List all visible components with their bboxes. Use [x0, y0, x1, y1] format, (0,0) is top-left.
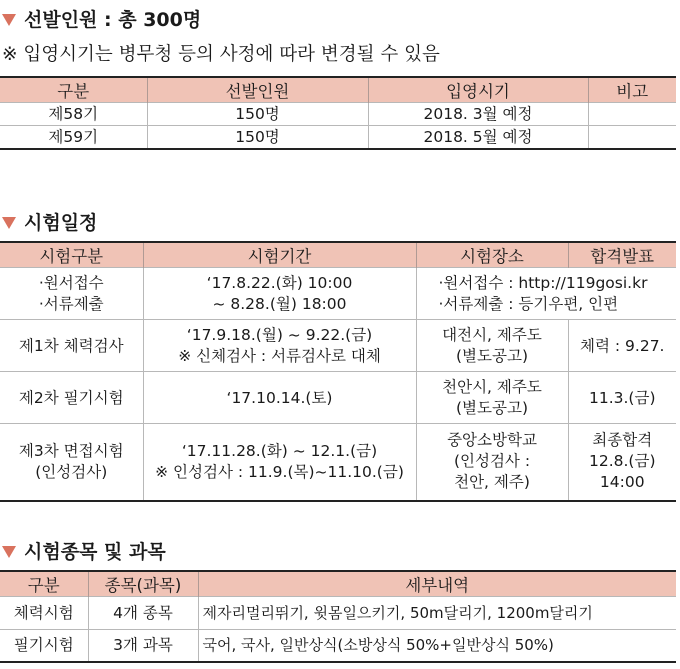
- section-title-text: 선발인원 : 총 300명: [24, 9, 202, 31]
- table-header-row: [0, 571, 676, 597]
- header-cell: 입영시기: [368, 77, 588, 103]
- header-cell: 합격발표: [568, 242, 676, 268]
- line: 체력 : 9.27.: [580, 336, 665, 355]
- section-title-schedule: [2, 208, 97, 235]
- header-cell: 시험구분: [0, 242, 143, 268]
- table-header-row: [0, 242, 676, 268]
- table-row: [0, 424, 676, 501]
- cell: [568, 424, 676, 501]
- subjects-table: [0, 570, 676, 663]
- line: 중앙소방학교: [447, 431, 537, 450]
- line: 천안시, 제주도: [442, 377, 542, 396]
- section-title-text: 시험종목 및 과목: [24, 541, 166, 563]
- recruitment-table: [0, 76, 676, 150]
- cell: [416, 320, 568, 372]
- schedule-table: [0, 241, 676, 502]
- table-row: [0, 597, 676, 630]
- header-cell: 종목(과목): [88, 571, 198, 597]
- line: ~ 8.28.(월) 18:00: [212, 294, 347, 313]
- cell: 2018. 3월 예정: [368, 103, 588, 126]
- header-cell: 시험기간: [143, 242, 416, 268]
- line: ·서류제출 : 등기우편, 인편: [438, 294, 619, 313]
- line: ‘17.11.28.(화) ~ 12.1.(금): [181, 441, 378, 460]
- header-cell: 구분: [0, 571, 88, 597]
- cell: 제59기: [0, 126, 147, 150]
- cell: 3개 과목: [88, 630, 198, 662]
- line: 제3차 면접시험: [18, 441, 124, 460]
- cell: [416, 372, 568, 424]
- line: (인성검사 :: [453, 452, 531, 471]
- line: (별도공고): [456, 398, 528, 417]
- cell: 150명: [147, 126, 368, 150]
- triangle-bullet-icon: [2, 217, 16, 229]
- cell: 2018. 5월 예정: [368, 126, 588, 150]
- line: 최종합격: [592, 431, 653, 450]
- triangle-bullet-icon: [2, 14, 16, 26]
- table-row: [0, 372, 676, 424]
- enlistment-note: ※ 입영시기는 병무청 등의 사정에 따라 변경될 수 있음: [2, 44, 440, 65]
- cell: [143, 424, 416, 501]
- cell: [0, 424, 143, 501]
- line: 제2차 필기시험: [18, 388, 124, 407]
- line: 제1차 체력검사: [18, 336, 124, 355]
- cell: [143, 268, 416, 320]
- line: ‘17.9.18.(월) ~ 9.22.(금): [186, 325, 373, 344]
- header-cell: 구분: [0, 77, 147, 103]
- line: 대전시, 제주도: [442, 325, 542, 344]
- cell: [0, 320, 143, 372]
- line: ·원서접수 : http://119gosi.kr: [438, 273, 648, 292]
- cell: 150명: [147, 103, 368, 126]
- cell: 필기시험: [0, 630, 88, 662]
- cell: [416, 424, 568, 501]
- cell: 체력시험: [0, 597, 88, 630]
- table-row: [0, 320, 676, 372]
- section-title-subjects: [2, 537, 166, 564]
- cell: [568, 320, 676, 372]
- cell: 제58기: [0, 103, 147, 126]
- table-row: [0, 126, 676, 150]
- line: 14:00: [599, 473, 645, 492]
- cell: [0, 268, 143, 320]
- line: (별도공고): [456, 346, 528, 365]
- table-row: [0, 103, 676, 126]
- cell: [416, 268, 676, 320]
- cell: [588, 126, 676, 150]
- section-title-recruitment: [2, 5, 201, 32]
- cell: [143, 372, 416, 424]
- cell: [568, 372, 676, 424]
- table-row: [0, 630, 676, 662]
- header-cell: 선발인원: [147, 77, 368, 103]
- line: 11.3.(금): [588, 388, 656, 407]
- line: ‘17.10.14.(토): [226, 388, 333, 407]
- header-cell: 세부내역: [198, 571, 676, 597]
- line: 12.8.(금): [588, 452, 656, 471]
- cell: [143, 320, 416, 372]
- line: 천안, 제주): [454, 473, 530, 492]
- header-cell: 시험장소: [416, 242, 568, 268]
- line: ※ 인성검사 : 11.9.(목)~11.10.(금): [155, 462, 404, 481]
- triangle-bullet-icon: [2, 546, 16, 558]
- line: ※ 신체검사 : 서류검사로 대체: [178, 346, 381, 365]
- header-cell: 비고: [588, 77, 676, 103]
- cell: 제자리멀리뛰기, 윗몸일으키기, 50m달리기, 1200m달리기: [198, 597, 676, 630]
- line: ·원서접수: [38, 273, 104, 292]
- cell: 국어, 국사, 일반상식(소방상식 50%+일반상식 50%): [198, 630, 676, 662]
- cell: [0, 372, 143, 424]
- table-header-row: [0, 77, 676, 103]
- section-title-text: 시험일정: [24, 212, 98, 234]
- line: (인성검사): [35, 462, 108, 481]
- table-row: [0, 268, 676, 320]
- cell: [588, 103, 676, 126]
- line: ·서류제출: [38, 294, 104, 313]
- line: ‘17.8.22.(화) 10:00: [206, 273, 353, 292]
- cell: 4개 종목: [88, 597, 198, 630]
